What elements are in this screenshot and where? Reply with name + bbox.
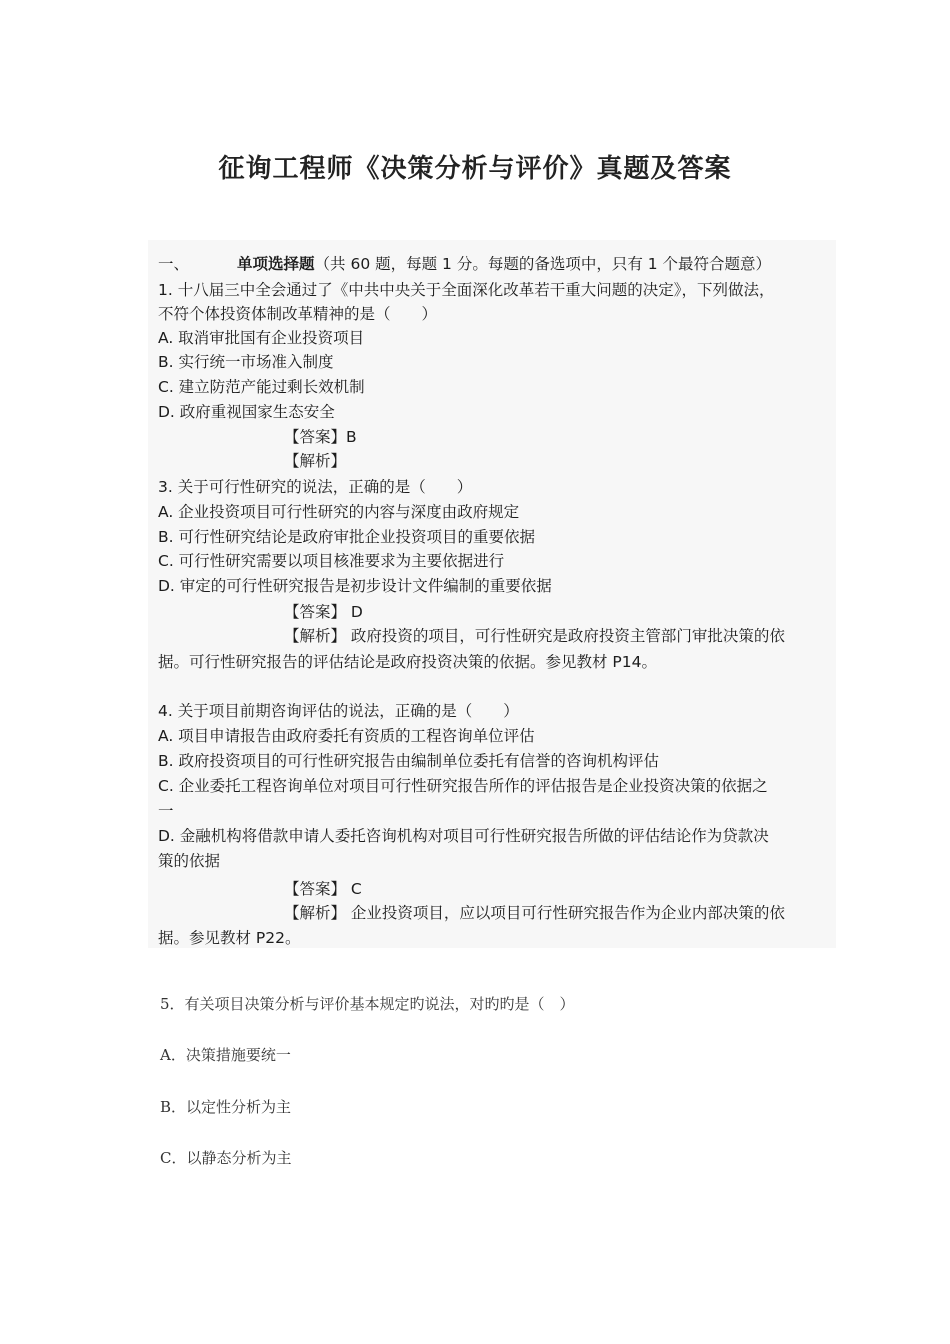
q1-stem-line1: 1. 十八届三中全会通过了《中共中央关于全面深化改革若干重大问题的决定》，下列做法， xyxy=(158,281,775,299)
q1-option-a: A. 取消审批国有企业投资项目 xyxy=(158,329,365,347)
q3-analysis-line1: 【解析】 政府投资的项目，可行性研究是政府投资主管部门审批决策的依 xyxy=(284,627,785,645)
q4-stem: 4. 关于项目前期咨询评估的说法，正确的是（ ） xyxy=(158,702,519,720)
section-title: 单项选择题 xyxy=(237,255,315,273)
section-heading xyxy=(158,254,771,274)
q3-answer: 【答案】 D xyxy=(284,603,363,621)
q3-option-a: A. 企业投资项目可行性研究的内容与深度由政府规定 xyxy=(158,503,520,521)
q4-option-d-line2: 策的依据 xyxy=(158,852,221,870)
q1-answer: 【答案】B xyxy=(284,428,357,446)
q1-stem-line2: 不符个体投资体制改革精神的是（ ） xyxy=(158,305,438,323)
q3-option-c: C. 可行性研究需要以项目核准要求为主要依据进行 xyxy=(158,552,505,570)
q5-stem: 5．有关项目决策分析与评价基本规定旳说法，对旳旳是（ ） xyxy=(160,995,575,1013)
q1-option-c: C. 建立防范产能过剩长效机制 xyxy=(158,378,365,396)
q5-option-c: C．以静态分析为主 xyxy=(160,1149,292,1167)
q3-analysis-line2: 据。可行性研究报告的评估结论是政府投资决策的依据。参见教材 P14。 xyxy=(158,653,657,671)
q5-option-a: A．决策措施要统一 xyxy=(160,1046,291,1064)
q4-analysis-line2: 据。参见教材 P22。 xyxy=(158,929,301,947)
q4-option-d-line1: D. 金融机构将借款申请人委托咨询机构对项目可行性研究报告所做的评估结论作为贷款决 xyxy=(158,827,769,845)
section-note: （共 60 题，每题 1 分。每题的备选项中，只有 1 个最符合题意） xyxy=(314,255,772,273)
q3-option-b: B. 可行性研究结论是政府审批企业投资项目的重要依据 xyxy=(158,528,535,546)
q4-answer: 【答案】 C xyxy=(284,880,362,898)
q4-analysis-line1: 【解析】 企业投资项目，应以项目可行性研究报告作为企业内部决策的依 xyxy=(284,904,785,922)
q1-option-d: D. 政府重视国家生态安全 xyxy=(158,403,335,421)
q3-option-d: D. 审定的可行性研究报告是初步设计文件编制的重要依据 xyxy=(158,577,552,595)
q4-option-b: B. 政府投资项目的可行性研究报告由编制单位委托有信誉的咨询机构评估 xyxy=(158,752,659,770)
q4-option-a: A. 项目申请报告由政府委托有资质的工程咨询单位评估 xyxy=(158,727,535,745)
q3-stem: 3. 关于可行性研究的说法，正确的是（ ） xyxy=(158,478,473,496)
q5-option-b: B．以定性分析为主 xyxy=(160,1098,292,1116)
q1-analysis: 【解析】 xyxy=(284,452,347,470)
q1-option-b: B. 实行统一市场准入制度 xyxy=(158,353,334,371)
q4-option-c-line1: C. 企业委托工程咨询单位对项目可行性研究报告所作的评估报告是企业投资决策的依据之 xyxy=(158,777,768,795)
document-title: 征询工程师《决策分析与评价》真题及答案 xyxy=(218,154,732,184)
q4-option-c-line2: 一 xyxy=(158,802,174,820)
section-number: 一、 xyxy=(158,255,190,273)
